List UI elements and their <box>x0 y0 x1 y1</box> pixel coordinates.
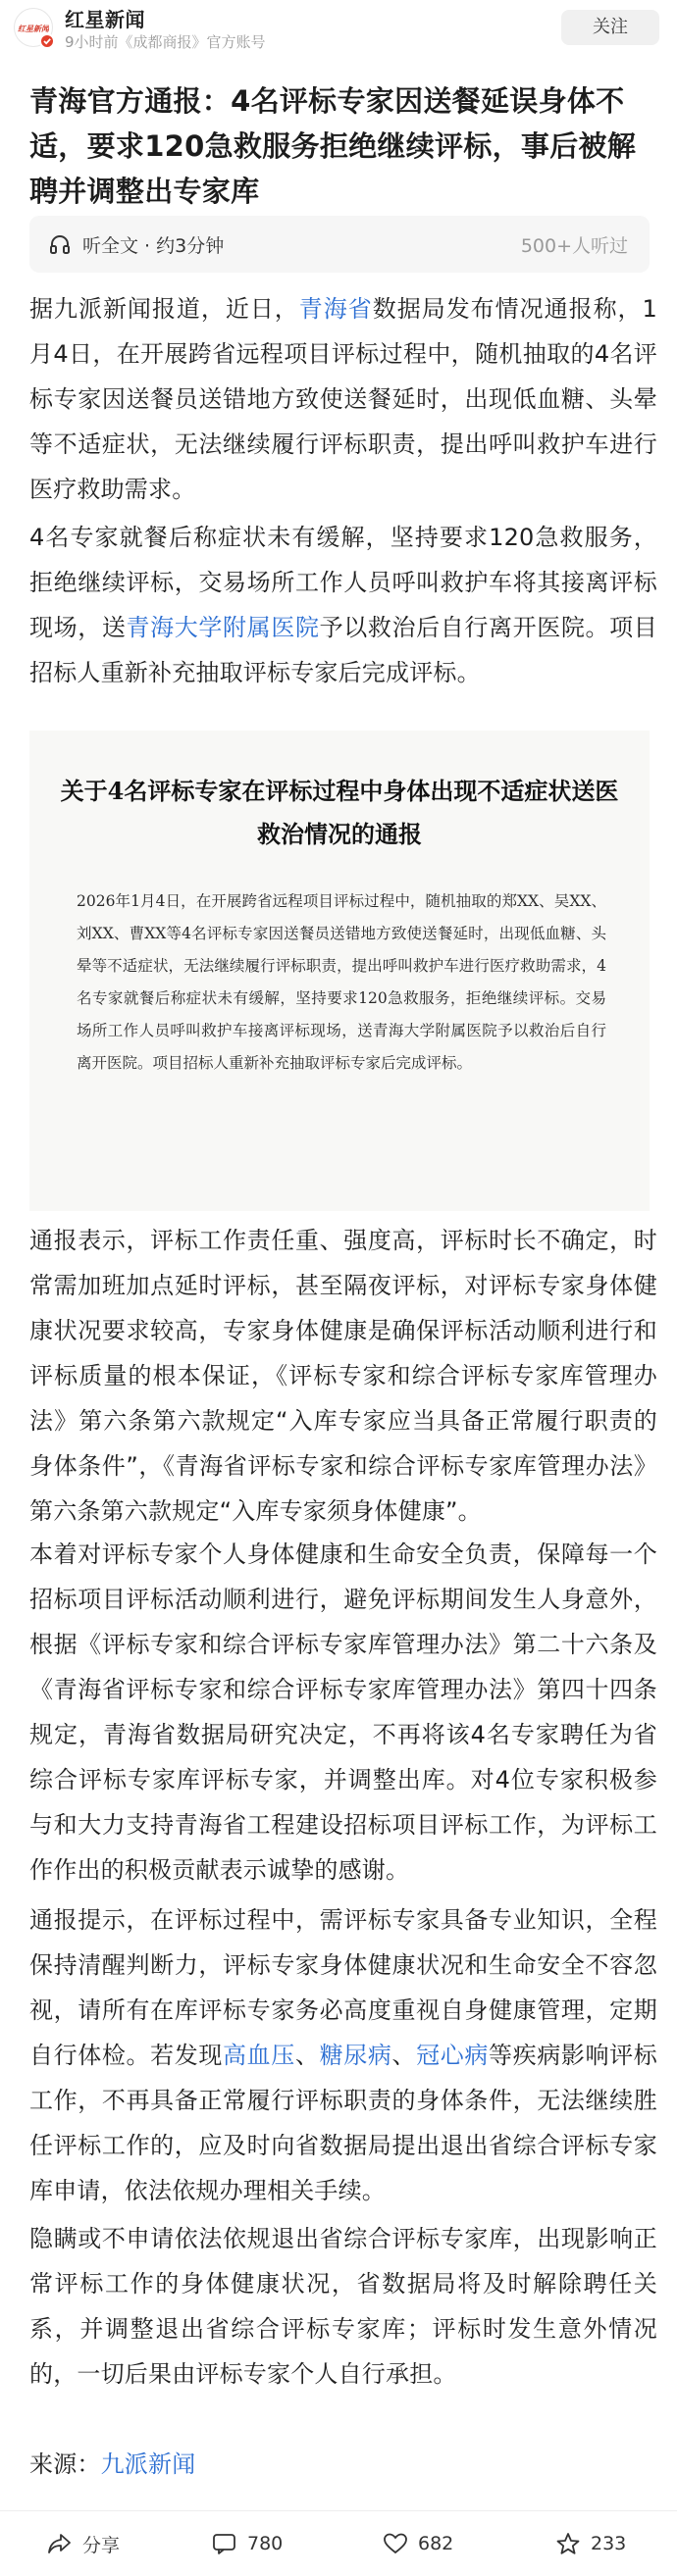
star-icon <box>555 2532 581 2555</box>
share-button[interactable] <box>47 2529 120 2558</box>
paragraph-5-text-b: 等疾病影响评标工作，不再具备正常履行评标职责的身体条件，无法继续胜任评标工作的，应及时向省数据局提出退出省综合评标专家库申请，依法依规办理相关手续。 <box>29 2042 657 2204</box>
verified-badge-icon <box>39 33 55 49</box>
paragraph-4: 本着对评标专家个人身体健康和生命安全负责，保障每一个招标项目评标活动顺利进行，避免评标期间发生人身意外，根据《评标专家和综合评标专家库管理办法》第二十六条及《青海省评标专家和综合评标专家库管理办法》第四十四条规定，青海省数据局研究决定，不再将该4名专家聘任为省综合评标专家库评标专家，并调整出库。对4位专家积极参与和大力支持青海省工程建设招标项目评标工作，为评标工作作出的积极贡献表示诚挚的感谢。 <box>29 1541 657 1884</box>
paragraph-6: 隐瞒或不申请依法依规退出省综合评标专家库，出现影响正常评标工作的身体健康状况，省数据局将及时解除聘任关系，并调整退出省综合评标专家库；评标时发生意外情况的，一切后果由评标专家个人自行承担。 <box>29 2225 657 2388</box>
headphones-icon <box>49 233 71 255</box>
comment-icon <box>212 2532 237 2555</box>
link-hypertension[interactable]: 高血压 <box>223 2042 295 2069</box>
favorite-button[interactable] <box>555 2529 626 2558</box>
paragraph-1-text-a: 据九派新闻报道，近日， <box>29 295 299 323</box>
listen-full-text-bar[interactable] <box>29 216 650 273</box>
share-icon <box>47 2532 73 2555</box>
paragraph-5 <box>29 1897 657 2213</box>
notice-body: 2026年1月4日，在开展跨省远程项目评标过程中，随机抽取的郑XX、吴XX、刘XX、曹XX等4名评标专家因送餐员送错地方致使送餐延时，出现低血糖、头晕等不适症状，无法继续履行评标职责，提出呼叫救护车进行医疗救助需求，4名专家就餐后称症状未有缓解，坚持要求120急救服务，拒绝继续评标。交易场所工作人员呼叫救护车接离评标现场，送青海大学附属医院予以救治后自行离开医院。项目招标人重新补充抽取评标专家后完成评标。 <box>77 892 606 1072</box>
paragraph-1 <box>29 286 657 512</box>
bottom-action-bar <box>0 2510 677 2576</box>
account-header <box>0 0 677 63</box>
paragraph-5-sep-2: 、 <box>391 2042 417 2069</box>
listen-count: 500+人听过 <box>520 235 628 257</box>
share-label: 分享 <box>82 2534 121 2556</box>
like-icon <box>383 2532 408 2555</box>
like-count: 682 <box>418 2533 454 2554</box>
source-line <box>29 2442 657 2487</box>
listen-label: 听全文 · 约3分钟 <box>82 235 225 257</box>
paragraph-2-text-b: 予以救治后自行离开医院。项目招标人重新补充抽取评标专家后完成评标。 <box>29 614 657 686</box>
article-title: 青海官方通报：4名评标专家因送餐延误身体不适，要求120急救服务拒绝继续评标，事后被解聘并调整出专家库 <box>29 84 637 208</box>
like-button[interactable] <box>383 2529 453 2558</box>
account-name[interactable]: 红星新闻 <box>65 8 145 31</box>
paragraph-2 <box>29 515 657 695</box>
notice-image[interactable] <box>29 731 650 1211</box>
paragraph-5-text-a: 通报提示，在评标过程中，需评标专家具备专业知识，全程保持清醒判断力，评标专家身体健康状况和生命安全不容忽视，请所有在库评标专家务必高度重视自身健康管理，定期自行体检。若发现 <box>29 1906 657 2069</box>
comment-count: 780 <box>247 2533 284 2554</box>
link-qinghai-province[interactable]: 青海省 <box>298 295 373 323</box>
svg-text:红星新闻: 红星新闻 <box>18 25 49 33</box>
account-meta: 9小时前《成都商报》官方账号 <box>65 33 266 51</box>
link-diabetes[interactable]: 糖尿病 <box>319 2042 392 2069</box>
paragraph-2-text-a: 4名专家就餐后称症状未有缓解，坚持要求120急救服务，拒绝继续评标，交易场所工作人员呼叫救护车将其接离评标现场，送 <box>29 524 657 641</box>
notice-title: 关于4名评标专家在评标过程中身体出现不适症状送医救治情况的通报 <box>60 777 619 848</box>
favorite-count: 233 <box>591 2533 627 2554</box>
paragraph-3: 通报表示，评标工作责任重、强度高，评标时长不确定，时常需加班加点延时评标，甚至隔夜评标，对评标专家身体健康状况要求较高，专家身体健康是确保评标活动顺利进行和评标质量的根本保证，《评标专家和综合评标专家库管理办法》第六条第六款规定“入库专家应当具备正常履行职责的身体条件”，《青海省评标专家和综合评标专家库管理办法》第六条第六款规定“入库专家须身体健康”。 <box>29 1227 657 1525</box>
source-label: 来源： <box>29 2450 101 2478</box>
follow-button[interactable]: 关注 <box>561 10 659 45</box>
link-coronary-heart-disease[interactable]: 冠心病 <box>416 2042 489 2069</box>
source-link[interactable]: 九派新闻 <box>100 2450 196 2478</box>
paragraph-1-text-b: 数据局发布情况通报称，1月4日，在开展跨省远程项目评标过程中，随机抽取的4名评标专家因送餐员送错地方致使送餐延时，出现低血糖、头晕等不适症状，无法继续履行评标职责，提出呼叫救护车进行医疗救助需求。 <box>29 295 658 503</box>
comment-button[interactable] <box>212 2529 283 2558</box>
paragraph-5-sep-1: 、 <box>294 2042 320 2069</box>
link-qinghai-university-hospital[interactable]: 青海大学附属医院 <box>126 614 320 641</box>
